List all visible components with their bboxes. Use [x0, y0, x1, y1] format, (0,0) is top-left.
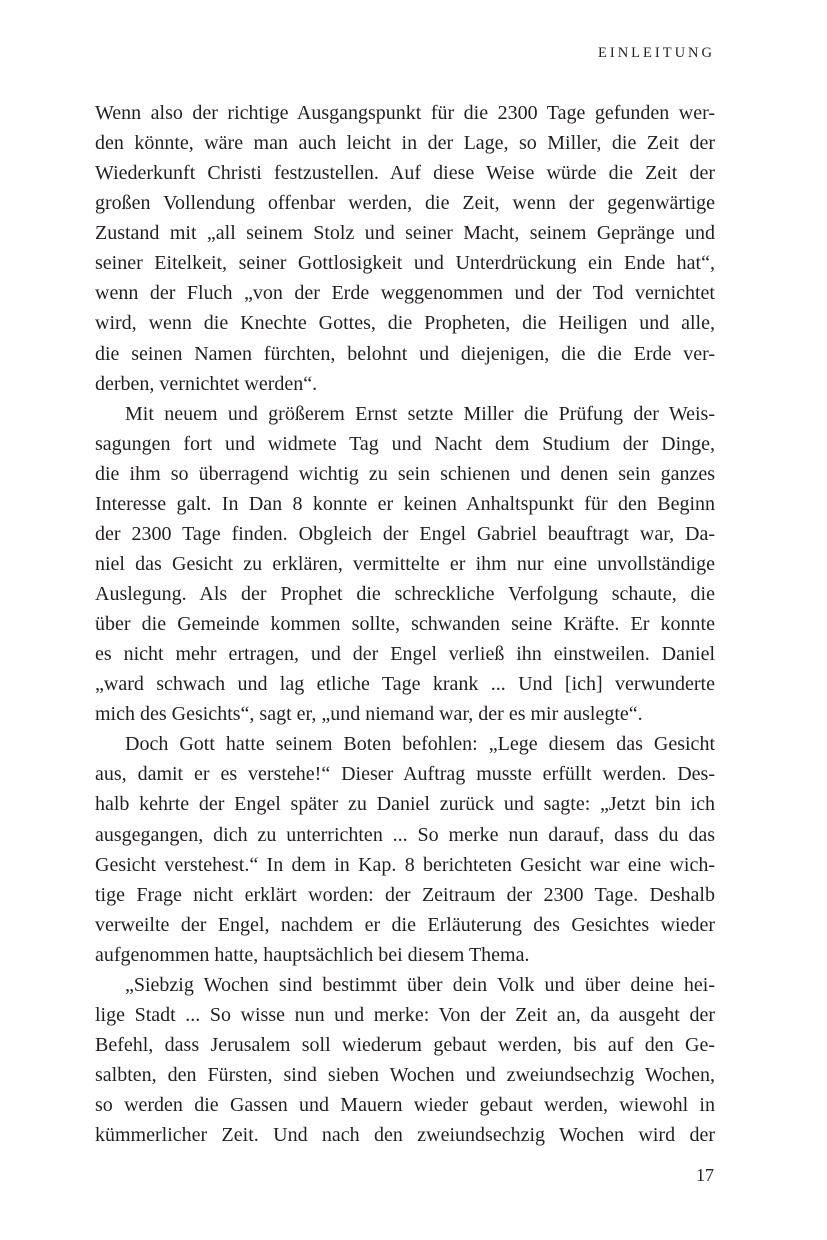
text-line: aus, damit er es verstehe!“ Dieser Auftrag musste erfüllt werden. Des- — [95, 763, 715, 786]
text-line: sagungen fort und widmete Tag und Nacht dem Studium der Dinge, — [95, 432, 715, 455]
paragraph-2 — [95, 399, 715, 730]
page-number: 17 — [696, 1165, 714, 1185]
text-line: salbten, den Fürsten, sind sieben Wochen und zweiundsechzig Wochen, — [95, 1064, 715, 1086]
text-line: den könnte, wäre man auch leicht in der Lage, so Miller, die Zeit der — [95, 132, 715, 155]
text-line: halb kehrte der Engel später zu Daniel zurück und sagte: „Jetzt bin ich — [95, 793, 715, 816]
text-line: Auslegung. Als der Prophet die schreckliche Verfolgung schaute, die — [95, 583, 715, 605]
text-line: Wiederkunft Christi festzustellen. Auf diese Weise würde die Zeit der — [95, 162, 715, 185]
text-line: Gesicht verstehest.“ In dem in Kap. 8 berichteten Gesicht war eine wich- — [95, 853, 715, 876]
text-line: der 2300 Tage finden. Obgleich der Engel Gabriel beauftragt war, Da- — [95, 522, 715, 545]
paragraph-1 — [95, 98, 715, 399]
paragraph-3 — [95, 729, 715, 970]
text-line: Mit neuem und größerem Ernst setzte Miller die Prüfung der Weis- — [125, 402, 715, 425]
text-line: ausgegangen, dich zu unterrichten ... So merke nun darauf, dass du das — [95, 823, 715, 846]
text-line: die seinen Namen fürchten, belohnt und diejenigen, die die Erde ver- — [95, 342, 715, 365]
text-line: über die Gemeinde kommen sollte, schwanden seine Kräfte. Er konnte — [95, 613, 715, 636]
text-line: großen Vollendung offenbar werden, die Zeit, wenn der gegenwärtige — [95, 192, 715, 215]
text-line: Befehl, dass Jerusalem soll wiederum gebaut werden, bis auf den Ge- — [95, 1033, 715, 1056]
text-line: Doch Gott hatte seinem Boten befohlen: „Lege diesem das Gesicht — [125, 733, 715, 756]
text-line: Zustand mit „all seinem Stolz und seiner Macht, seinem Gepränge und — [95, 222, 715, 245]
text-line: es nicht mehr ertragen, und der Engel verließ ihn einstweilen. Daniel — [95, 643, 715, 666]
text-line: derben, vernichtet werden“. — [95, 372, 318, 395]
text-line: verweilte der Engel, nachdem er die Erläuterung des Gesichtes wieder — [95, 913, 715, 936]
text-line: niel das Gesicht zu erklären, vermittelte er ihm nur eine unvollständige — [95, 552, 715, 575]
body-text — [95, 98, 715, 1150]
text-line: kümmerlicher Zeit. Und nach den zweiundsechzig Wochen wird der — [95, 1124, 715, 1147]
text-line: mich des Gesichts“, sagt er, „und niemand war, der es mir auslegte“. — [95, 703, 643, 726]
text-line: Interesse galt. In Dan 8 konnte er keinen Anhaltspunkt für den Beginn — [95, 492, 715, 515]
text-line: aufgenommen hatte, hauptsächlich bei diesem Thema. — [95, 943, 530, 966]
text-line: lige Stadt ... So wisse nun und merke: Von der Zeit an, da ausgeht der — [95, 1003, 715, 1026]
text-line: Wenn also der richtige Ausgangspunkt für die 2300 Tage gefunden wer- — [95, 102, 715, 124]
text-line: tige Frage nicht erklärt worden: der Zeitraum der 2300 Tage. Deshalb — [95, 883, 715, 906]
text-line: wird, wenn die Knechte Gottes, die Propheten, die Heiligen und alle, — [95, 312, 715, 335]
text-line: wenn der Fluch „von der Erde weggenommen und der Tod vernichtet — [95, 282, 715, 305]
text-line: seiner Eitelkeit, seiner Gottlosigkeit und Unterdrückung ein Ende hat“, — [95, 252, 715, 275]
text-line: „Siebzig Wochen sind bestimmt über dein Volk und über deine hei- — [125, 973, 715, 996]
text-line: die ihm so überragend wichtig zu sein schienen und denen sein ganzes — [95, 462, 715, 485]
text-line: so werden die Gassen und Mauern wieder gebaut werden, wiewohl in — [95, 1094, 715, 1117]
paragraph-4 — [95, 970, 715, 1150]
text-line: „ward schwach und lag etliche Tage krank ... Und [ich] verwunderte — [95, 673, 715, 696]
running-head: EINLEITUNG — [598, 45, 715, 61]
